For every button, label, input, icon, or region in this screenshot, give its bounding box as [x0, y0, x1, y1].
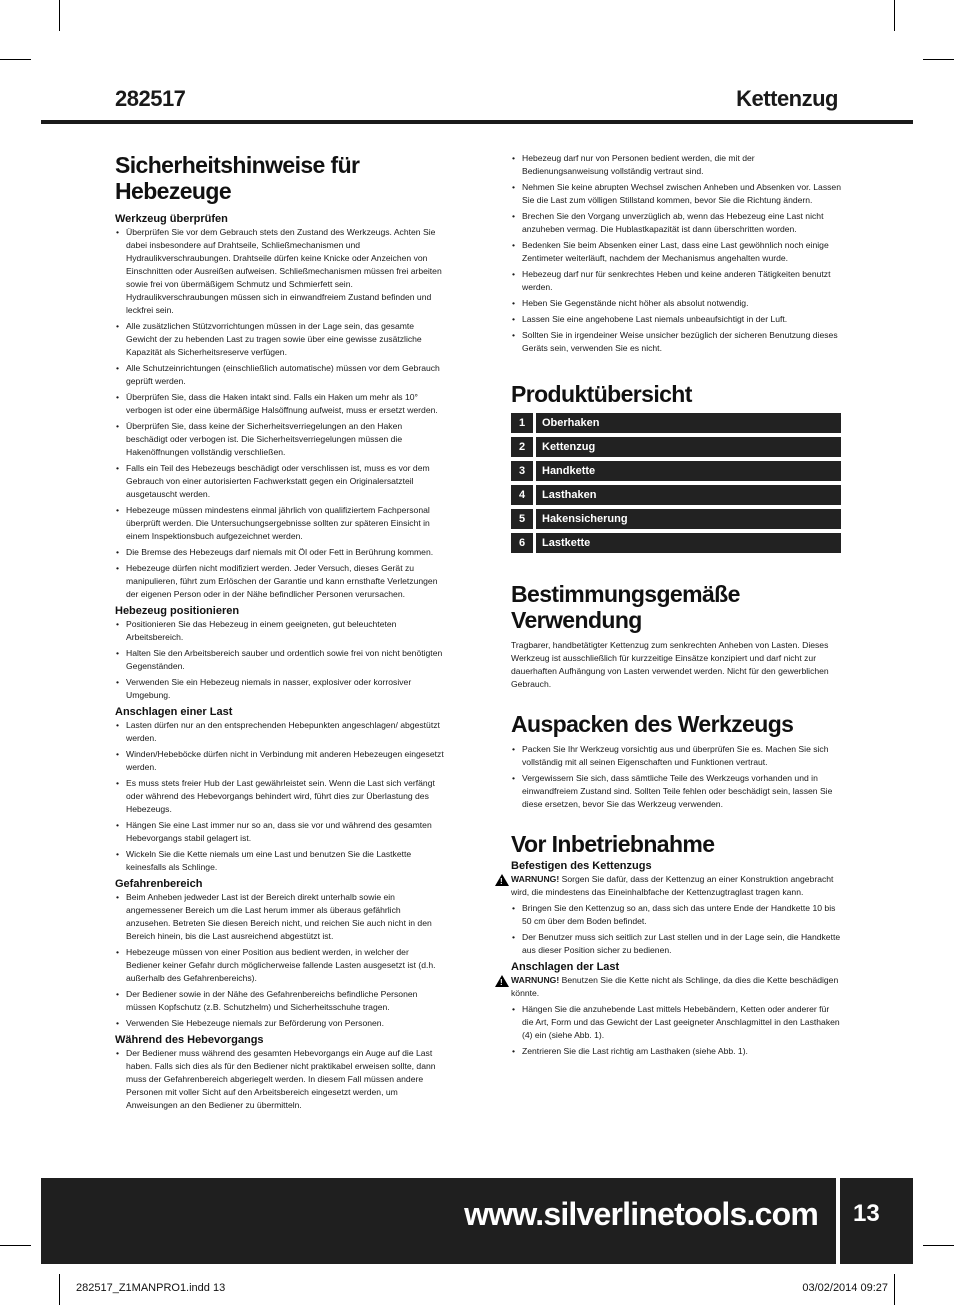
list-item: • Brechen Sie den Vorgang unverzüglich ab, wenn das Hebezeug eine Last nicht anzuheben vermag. Die Hublastkapazität ist dann überschritten worden.: [511, 210, 841, 236]
list-item: • Alle Schutzeinrichtungen (einschließlich automatische) müssen vor dem Gebrauch geprüft werden.: [115, 362, 445, 388]
crop-mark: [59, 0, 60, 31]
list-item: • Hebezeuge müssen mindestens einmal jährlich von qualifiziertem Fachpersonal überprüft werden. Die Untersuchungsergebnisse sollten zur späteren Einsicht in einem Inspektionsbuch aufgezeichnet werden.: [115, 504, 445, 543]
load-list: [511, 1003, 841, 1058]
continued-safety-list: [511, 152, 841, 355]
part-name: Kettenzug: [536, 437, 841, 457]
parts-row: [511, 461, 841, 481]
parts-table: [511, 413, 841, 553]
before-use-title: Vor Inbetriebnahme: [511, 831, 715, 857]
safety-title: Sicherheitshinweise für Hebezeuge: [115, 152, 360, 204]
parts-row: [511, 437, 841, 457]
list-item: • Verwenden Sie Hebezeuge niemals zur Beförderung von Personen.: [115, 1017, 445, 1030]
right-column: [511, 152, 841, 1061]
list-item: • Zentrieren Sie die Last richtig am Lasthaken (siehe Abb. 1).: [511, 1045, 841, 1058]
list-item: • Heben Sie Gegenstände nicht höher als absolut notwendig.: [511, 297, 841, 310]
list-item: • Bringen Sie den Kettenzug so an, dass sich das untere Ende der Handkette 10 bis 50 cm über dem Boden befindet.: [511, 902, 841, 928]
part-number: 5: [511, 509, 533, 529]
part-name: Oberhaken: [536, 413, 841, 433]
list-item: • Hängen Sie eine Last immer nur so an, dass sie vor und während des gesamten Hebevorgangs stabil gelagert ist.: [115, 819, 445, 845]
crop-mark: [923, 1245, 954, 1246]
footer-bar: [41, 1178, 913, 1264]
list-item: • Nehmen Sie keine abrupten Wechsel zwischen Anheben und Absenken vor. Lassen Sie die Last zum völligen Stillstand kommen, bevor Sie die Richtung ändern.: [511, 181, 841, 207]
section-heading: Gefahrenbereich: [115, 878, 203, 890]
part-number: 6: [511, 533, 533, 553]
warning-text: Sorgen Sie dafür, dass der Kettenzug an einer Konstruktion angebracht wird, die mindestens das Eineinhalbfache der Kettenzugtraglast tragen kann.: [511, 874, 834, 897]
part-name: Lastkette: [536, 533, 841, 553]
part-number: 3: [511, 461, 533, 481]
part-name: Lasthaken: [536, 485, 841, 505]
list-item: • Die Bremse des Hebezeugs darf niemals mit Öl oder Fett in Berührung kommen.: [115, 546, 445, 559]
slug-date: 03/02/2014 09:27: [802, 1282, 888, 1294]
list-item: • Beim Anheben jedweder Last ist der Bereich direkt unterhalb sowie ein angemessener Bereich um die Last herum immer als überaus gefährlich anzusehen. Betreten Sie diesen Bereich nicht, und reichen Sie auch nicht in den Bereich hinein, bis die Last ausreichend abgestützt ist.: [115, 891, 445, 943]
footer-separator: [836, 1178, 840, 1264]
list-item: • Der Bediener sowie in der Nähe des Gefahrenbereichs befindliche Personen müssen Kopfschutz (z.B. Schutzhelm) und Sicherheitsschuhe tragen.: [115, 988, 445, 1014]
attach-heading: Befestigen des Kettenzugs: [511, 860, 652, 872]
list-item: • Packen Sie Ihr Werkzeug vorsichtig aus und überprüfen Sie es. Machen Sie sich vollständig mit all seinen Eigenschaften und Funktionen vertraut.: [511, 743, 841, 769]
part-number: 4: [511, 485, 533, 505]
list-item: • Lasten dürfen nur an den entsprechenden Hebepunkten angeschlagen/ abgestützt werden.: [115, 719, 445, 745]
parts-row: [511, 485, 841, 505]
header-rule: [41, 120, 913, 124]
section-list: [115, 891, 445, 1030]
product-name: Kettenzug: [736, 86, 838, 111]
list-item: • Überprüfen Sie, dass die Haken intakt sind. Falls ein Haken um mehr als 10° verbogen ist oder eine übermäßige Halsöffnung aufweist, muss er ersetzt werden.: [115, 391, 445, 417]
list-item: • Hebezeuge dürfen nicht modifiziert werden. Jeder Versuch, dieses Gerät zu manipulieren, führt zum Erlöschen der Garantie und kann ernsthafte Verletzungen der eigenen Person oder in der Nähe befindlicher Personen verursachen.: [115, 562, 445, 601]
section-heading: Hebezeug positionieren: [115, 605, 240, 617]
list-item: • Überprüfen Sie vor dem Gebrauch stets den Zustand des Werkzeugs. Achten Sie dabei insbesondere auf Drahtseile, Schließmechanismen und Hydraulikverschraubungen. Drahtseile dürfen keine Knicke oder Anzeichen von Einschnitten oder Ausreißen aufweisen. Schließmechanismen müssen frei arbeiten sowie frei von übermäßigem Schmutz und Schmierfett sein. Hydraulikverschraubungen müssen sich in einwandfreiem Zustand befinden und leckfrei sein.: [115, 226, 445, 317]
part-number: 2: [511, 437, 533, 457]
list-item: • Der Bediener muss während des gesamten Hebevorgangs ein Auge auf die Last haben. Falls sich dies als für den Bediener nicht praktikabel erweisen sollte, dann muss der Gefahrenbereich abgeriegelt werden. In diesem Fall müssen andere Personen mit voller Sicht auf den Arbeitsbereich eingesetzt werden, um Anweisungen an den Bediener zu übermitteln.: [115, 1047, 445, 1112]
list-item: • Es muss stets freier Hub der Last gewährleistet sein. Wenn die Last sich verfängt oder während des Hebevorgangs behindert wird, führt dies zur Überlastung des Hebezeugs.: [115, 777, 445, 816]
section-list: [115, 226, 445, 601]
list-item: • Winden/Hebeböcke dürfen nicht in Verbindung mit anderen Hebezeugen eingesetzt werden.: [115, 748, 445, 774]
load-heading: Anschlagen der Last: [511, 961, 620, 973]
intended-use-title: Bestimmungsgemäße Verwendung: [511, 581, 740, 633]
list-item: • Hebezeug darf nur von Personen bedient werden, die mit der Bedienungsanweisung vollständig vertraut sind.: [511, 152, 841, 178]
overview-title: Produktübersicht: [511, 381, 692, 407]
crop-mark: [59, 1274, 60, 1305]
product-number: 282517: [115, 86, 186, 111]
part-name: Hakensicherung: [536, 509, 841, 529]
unpacking-list: [511, 743, 841, 811]
crop-mark: [0, 59, 31, 60]
part-number: 1: [511, 413, 533, 433]
attach-warning: [511, 873, 841, 899]
section-list: [115, 719, 445, 874]
warning-icon: [495, 874, 509, 886]
section-list: [115, 618, 445, 702]
list-item: • Halten Sie den Arbeitsbereich sauber und ordentlich sowie frei von nicht benötigten Gegenständen.: [115, 647, 445, 673]
list-item: • Falls ein Teil des Hebezeugs beschädigt oder verschlissen ist, muss es vor dem Gebrauch von einer autorisierten Fachwerkstatt gegen ein Originalersatzteil ausgetauscht werden.: [115, 462, 445, 501]
parts-row: [511, 509, 841, 529]
parts-row: [511, 533, 841, 553]
list-item: • Verwenden Sie ein Hebezeug niemals in nasser, explosiver oder korrosiver Umgebung.: [115, 676, 445, 702]
crop-mark: [923, 59, 954, 60]
section-heading: Während des Hebevorgangs: [115, 1034, 264, 1046]
parts-row: [511, 413, 841, 433]
list-item: • Vergewissern Sie sich, dass sämtliche Teile des Werkzeugs vorhanden und in einwandfreiem Zustand sind. Sollten Teile fehlen oder beschädigt sein, lassen Sie diese ersetzen, bevor Sie das Werkzeug verwenden.: [511, 772, 841, 811]
list-item: • Sollten Sie in irgendeiner Weise unsicher bezüglich der sicheren Benutzung dieses Geräts sein, verwenden Sie es nicht.: [511, 329, 841, 355]
list-item: • Bedenken Sie beim Absenken einer Last, dass eine Last gewöhnlich noch einige Zentimeter weiterläuft, nachdem der Mechanismus angehalten wurde.: [511, 239, 841, 265]
website-link[interactable]: www.silverlinetools.com: [464, 1196, 818, 1232]
crop-mark: [0, 1245, 31, 1246]
load-warning: [511, 974, 841, 1000]
warning-text: Benutzen Sie die Kette nicht als Schlinge, da dies die Kette beschädigen könnte.: [511, 975, 839, 998]
crop-mark: [894, 0, 895, 31]
list-item: • Lassen Sie eine angehobene Last niemals unbeaufsichtigt in der Luft.: [511, 313, 841, 326]
warning-label: WARNUNG!: [511, 874, 560, 884]
crop-mark: [894, 1274, 895, 1305]
list-item: • Wickeln Sie die Kette niemals um eine Last und benutzen Sie die Lastkette keinesfalls als Schlinge.: [115, 848, 445, 874]
safety-sections: [115, 212, 445, 1112]
section-list: [115, 1047, 445, 1112]
warning-icon: [495, 975, 509, 987]
list-item: • Überprüfen Sie, dass keine der Sicherheitsverriegelungen an den Haken beschädigt oder verbogen ist. Die Sicherheitsverriegelungen müssen die Hakenöffnungen vollständig verschließen.: [115, 420, 445, 459]
list-item: • Alle zusätzlichen Stützvorrichtungen müssen in der Lage sein, das gesamte Gewicht der zu hebenden Last zu tragen sowie über eine gewisse zusätzliche Kapazität als Sicherheitsreserve verfügen.: [115, 320, 445, 359]
page-number: 13: [853, 1200, 880, 1227]
section-heading: Anschlagen einer Last: [115, 706, 233, 718]
left-column: [115, 152, 445, 1115]
section-heading: Werkzeug überprüfen: [115, 213, 228, 225]
list-item: • Hebezeuge müssen von einer Position aus bedient werden, in welcher der Bediener keiner Gefahr durch möglicherweise fallende Lasten ausgesetzt ist (d.h. außerhalb des Gefahrenbereichs).: [115, 946, 445, 985]
list-item: • Der Benutzer muss sich seitlich zur Last stellen und in der Lage sein, die Handkette aus dieser Position sicher zu bedienen.: [511, 931, 841, 957]
intended-use-text: Tragbarer, handbetätigter Kettenzug zum senkrechten Anheben von Lasten. Dieses Werkzeug ist ausschließlich für kurzzeitige Einsätze konzipiert und darf nicht zur dauerhaften Aufhängung von Lasten verwendet werden. Nicht für den gewerblichen Gebrauch.: [511, 640, 829, 689]
part-name: Handkette: [536, 461, 841, 481]
list-item: • Positionieren Sie das Hebezeug in einem geeigneten, gut beleuchteten Arbeitsbereich.: [115, 618, 445, 644]
list-item: • Hebezeug darf nur für senkrechtes Heben und keine anderen Tätigkeiten benutzt werden.: [511, 268, 841, 294]
slug-file: 282517_Z1MANPRO1.indd 13: [76, 1282, 226, 1294]
unpacking-title: Auspacken des Werkzeugs: [511, 711, 794, 737]
attach-list: [511, 902, 841, 957]
list-item: • Hängen Sie die anzuhebende Last mittels Hebebändern, Ketten oder anderer für die Art, Form und das Gewicht der Last geeigneter Anschlagmittel in den Lasthaken (4) ein (siehe Abb. 1).: [511, 1003, 841, 1042]
warning-label: WARNUNG!: [511, 975, 560, 985]
